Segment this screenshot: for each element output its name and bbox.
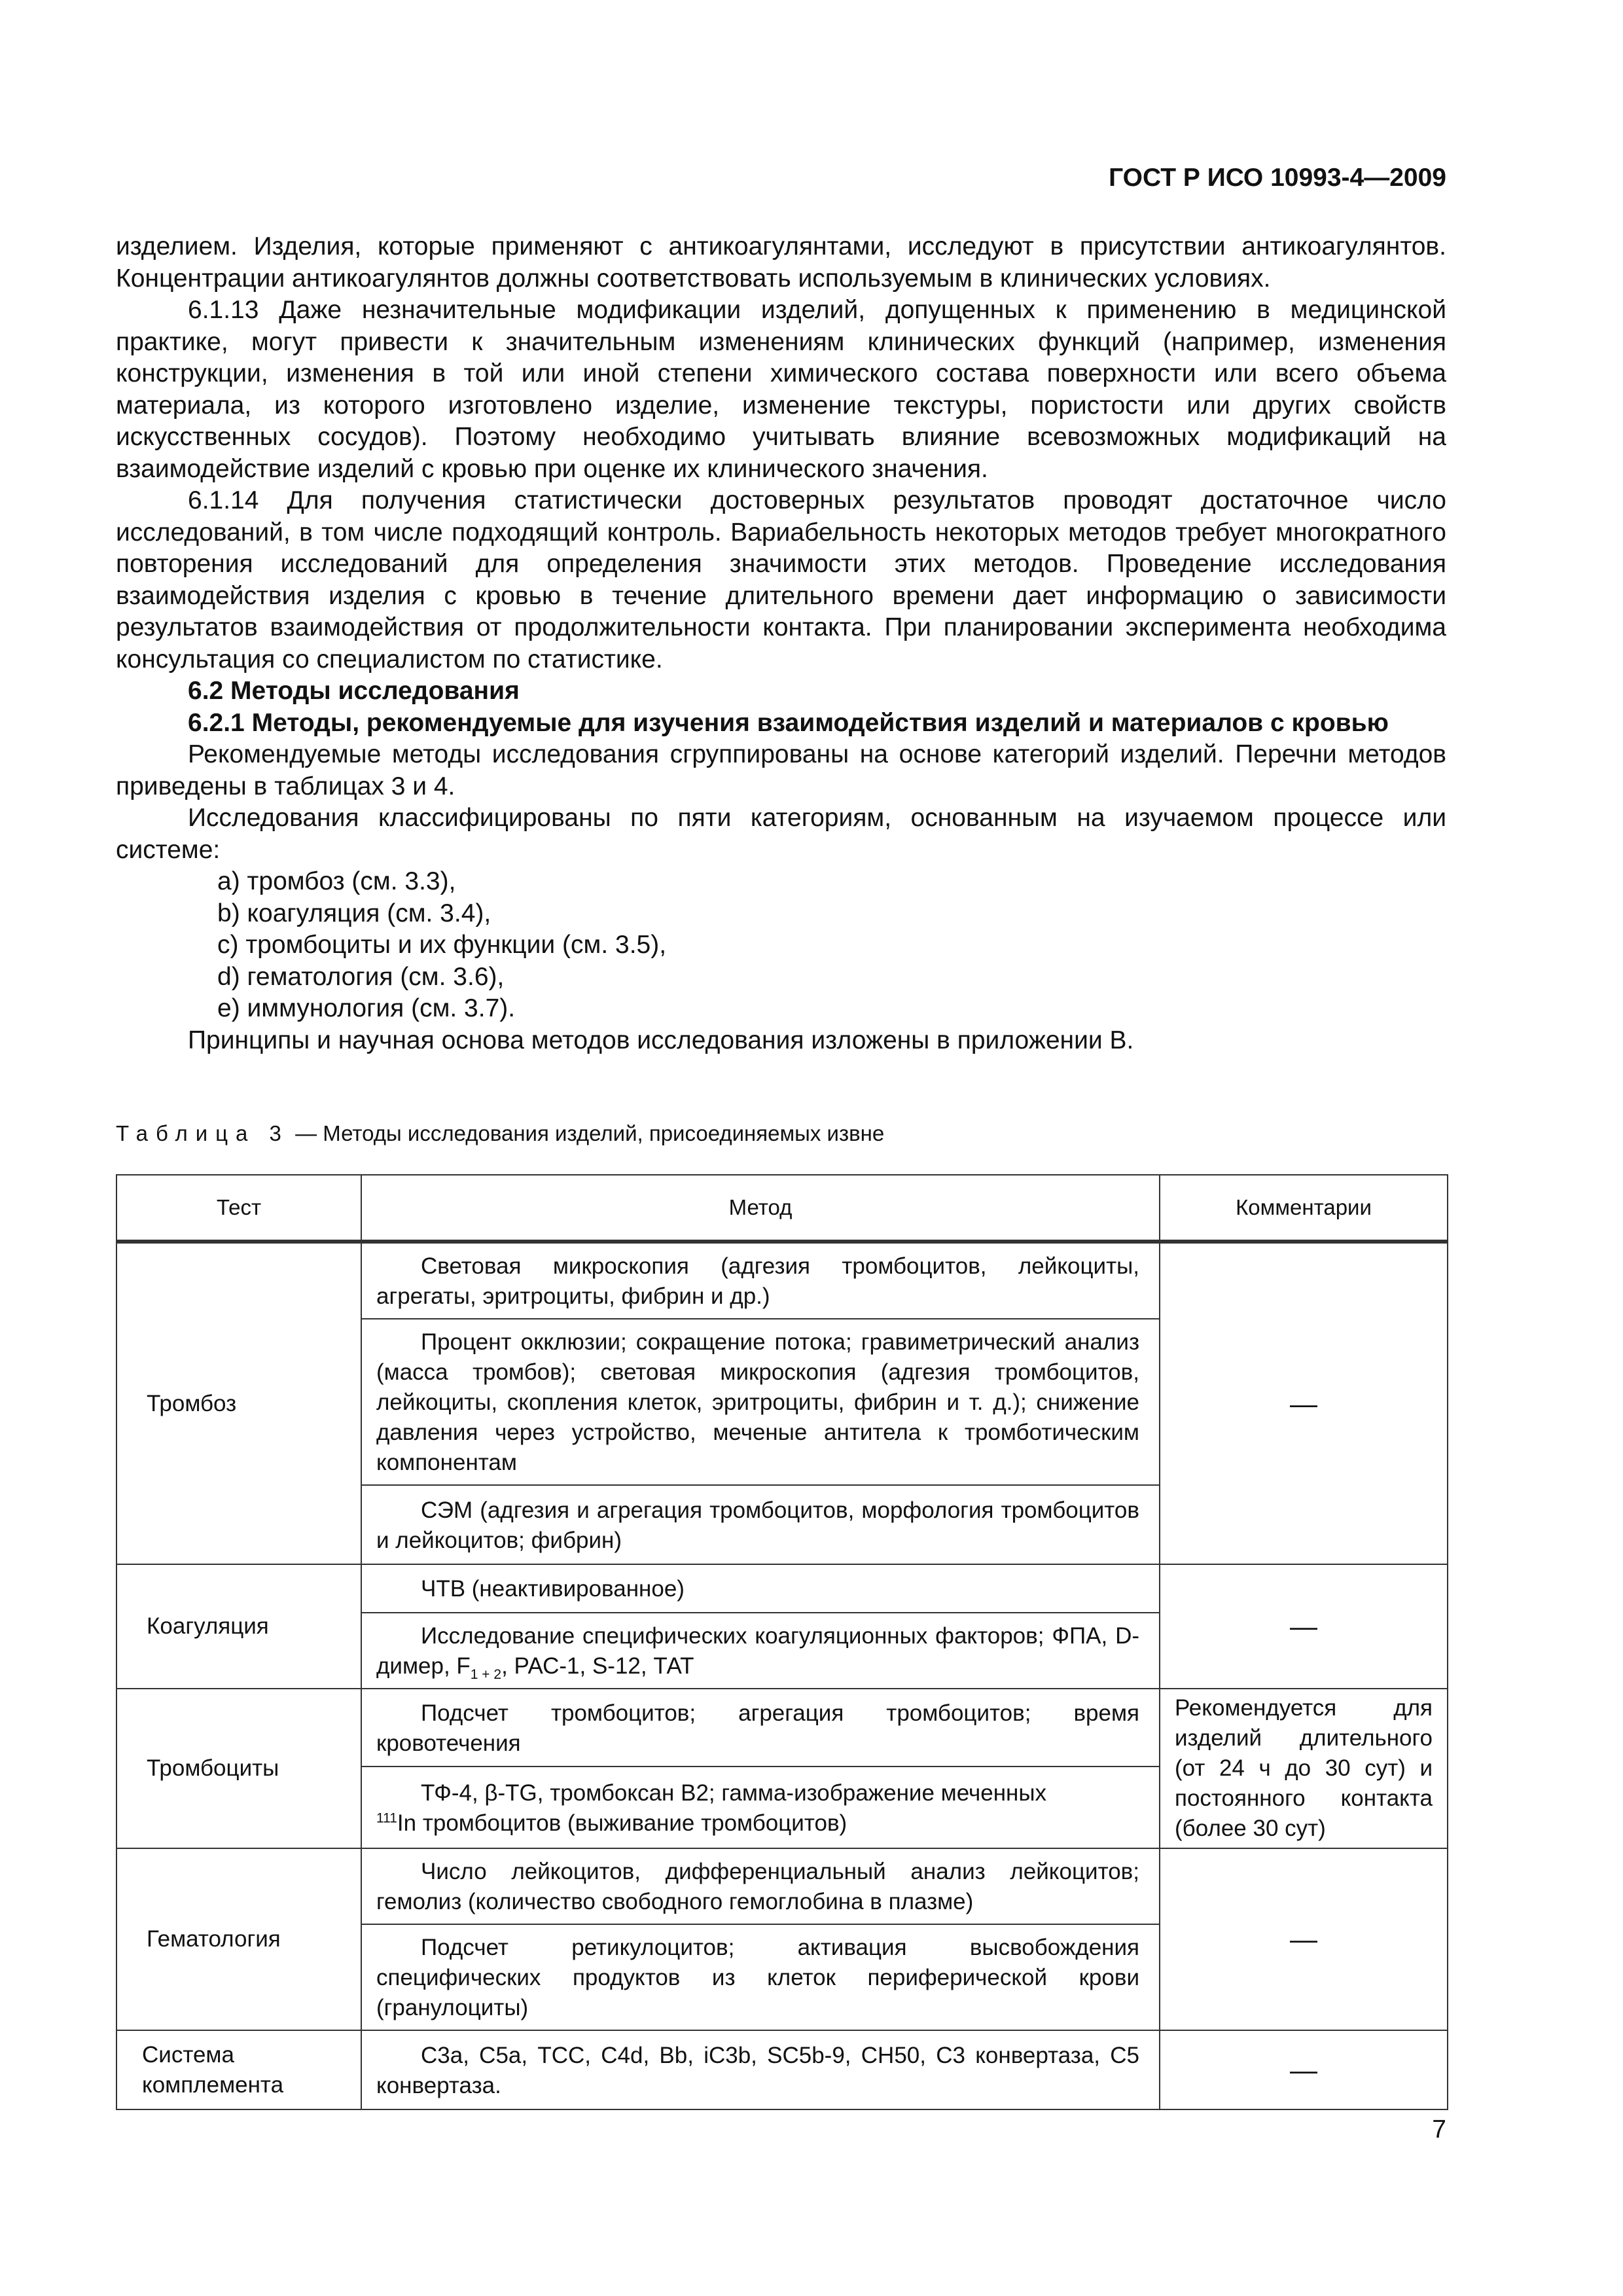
paragraph: Рекомендуемые методы исследования сгруппированы на основе категорий изделий. Перечни методов приведены в таблицах 3 и 4. — [116, 740, 1446, 800]
method-cell: СЭМ (адгезия и агрегация тромбоцитов, морфология тромбоцитов и лейкоцитов; фибрин) — [361, 1485, 1160, 1564]
column-header-method: Метод — [361, 1175, 1160, 1242]
table-caption-label: Таблица 3 — [116, 1121, 289, 1145]
method-cell: Световая микроскопия (адгезия тромбоцитов, лейкоциты, агрегаты, эритроциты, фибрин и др.) — [361, 1242, 1160, 1319]
section-heading-6-2: 6.2 Методы исследования — [188, 677, 520, 705]
paragraph: изделием. Изделия, которые применяют с антикоагулянтами, исследуют в присутствии антикоагулянтов. Концентрации антикоагулянтов должны соответствовать используемым в клинических условиях. — [116, 232, 1446, 293]
test-cell: Гематология — [116, 1848, 361, 2030]
table-caption-text: — Методы исследования изделий, присоединяемых извне — [289, 1121, 885, 1145]
method-cell: Исследование специфических коагуляционных факторов; ФПА, D-димер, $F_{1 + 2}$, РАС-1, S-12, ТАТ — [361, 1613, 1160, 1689]
section-heading-6-2-1: 6.2.1 Методы, рекомендуемые для изучения взаимодействия изделий и материалов с кровью — [188, 708, 1389, 737]
comment-cell: Рекомендуется для изделий длительного (от 24 ч до 30 сут) и постоянного контакта (более 30 сут) — [1160, 1689, 1448, 1848]
paragraph-6-1-13: 6.1.13 Даже незначительные модификации изделий, допущенных к применению в медицинской практике, могут привести к значительным изменениям клинических функций (например, изменения конструкции, изменения в той или иной степени химического состава поверхности или всего объема материала, из которого изготовлено изделие, изменение текстуры, пористости или других свойств искусственных сосудов). Поэтому необходимо учитывать влияние всевозможных модификаций на взаимодействие изделий с кровью при оценке их клинического значения. — [116, 296, 1446, 483]
test-cell: Коагуляция — [116, 1564, 361, 1689]
comment-cell: — — [1160, 1564, 1448, 1689]
list-item: а) тромбоз (см. 3.3), — [217, 867, 456, 895]
method-cell: ЧТВ (неактивированное) — [361, 1564, 1160, 1613]
list-item: d) гематология (см. 3.6), — [217, 962, 505, 991]
paragraph: Принципы и научная основа методов исследования изложены в приложении В. — [188, 1026, 1134, 1054]
table-row — [116, 1848, 1448, 1924]
table-caption — [116, 1121, 884, 1146]
table-row — [116, 1689, 1448, 1767]
document-body — [116, 231, 1446, 1056]
document-header: ГОСТ Р ИСО 10993-4—2009 — [1109, 164, 1446, 192]
list-item: e) иммунология (см. 3.7). — [217, 994, 516, 1022]
paragraph-6-1-14: 6.1.14 Для получения статистически достоверных результатов проводят достаточное число исследований, в том числе подходящий контроль. Вариабельность некоторых методов требует многократного повторения исследований для определения значимости этих методов. Проведение исследования взаимодействия изделия с кровью в течение длительного времени дает информацию о зависимости результатов взаимодействия от продолжительности контакта. При планировании эксперимента необходима консультация со специалистом по статистике. — [116, 486, 1446, 673]
table-header-row — [116, 1175, 1448, 1242]
table-row — [116, 1242, 1448, 1319]
column-header-comments: Комментарии — [1160, 1175, 1448, 1242]
list-item: b) коагуляция (см. 3.4), — [217, 899, 491, 927]
paragraph: Исследования классифицированы по пяти категориям, основанным на изучаемом процессе или системе: — [116, 804, 1446, 864]
test-cell: Тромбоз — [116, 1242, 361, 1564]
method-cell: Процент окклюзии; сокращение потока; гравиметрический анализ (масса тромбов); световая микроскопия (адгезия тромбоцитов, лейкоциты, скопления клеток, эритроциты, фибрин и т. д.); снижение давления через устройство, меченые антитела к тромботическим компонентам — [361, 1319, 1160, 1485]
method-cell: Число лейкоцитов, дифференциальный анализ лейкоцитов; гемолиз (количество свободного гемоглобина в плазме) — [361, 1848, 1160, 1924]
test-cell: Тромбоциты — [116, 1689, 361, 1848]
method-cell: Подсчет тромбоцитов; агрегация тромбоцитов; время кровотечения — [361, 1689, 1160, 1767]
method-cell: ТФ-4, β-TG, тромбоксан В2; гамма-изображение меченных $^{111}$In тромбоцитов (выживание тромбоцитов) — [361, 1767, 1160, 1848]
comment-cell: — — [1160, 1242, 1448, 1564]
page-number: 7 — [1432, 2115, 1446, 2144]
method-cell: Подсчет ретикулоцитов; активация высвобождения специфических продуктов из клеток периферической крови (гранулоциты) — [361, 1924, 1160, 2030]
column-header-test: Тест — [116, 1175, 361, 1242]
comment-cell: — — [1160, 1848, 1448, 2030]
table-row — [116, 1564, 1448, 1613]
table-row — [116, 2030, 1448, 2109]
methods-table — [116, 1174, 1448, 2110]
method-cell: С3а, С5а, ТСС, С4d, Bb, iC3b, SC5b-9, CH50, С3 конвертаза, С5 конвертаза. — [361, 2030, 1160, 2109]
test-cell: Система комплемента — [116, 2030, 361, 2109]
comment-cell: — — [1160, 2030, 1448, 2109]
list-item: c) тромбоциты и их функции (см. 3.5), — [217, 931, 667, 959]
